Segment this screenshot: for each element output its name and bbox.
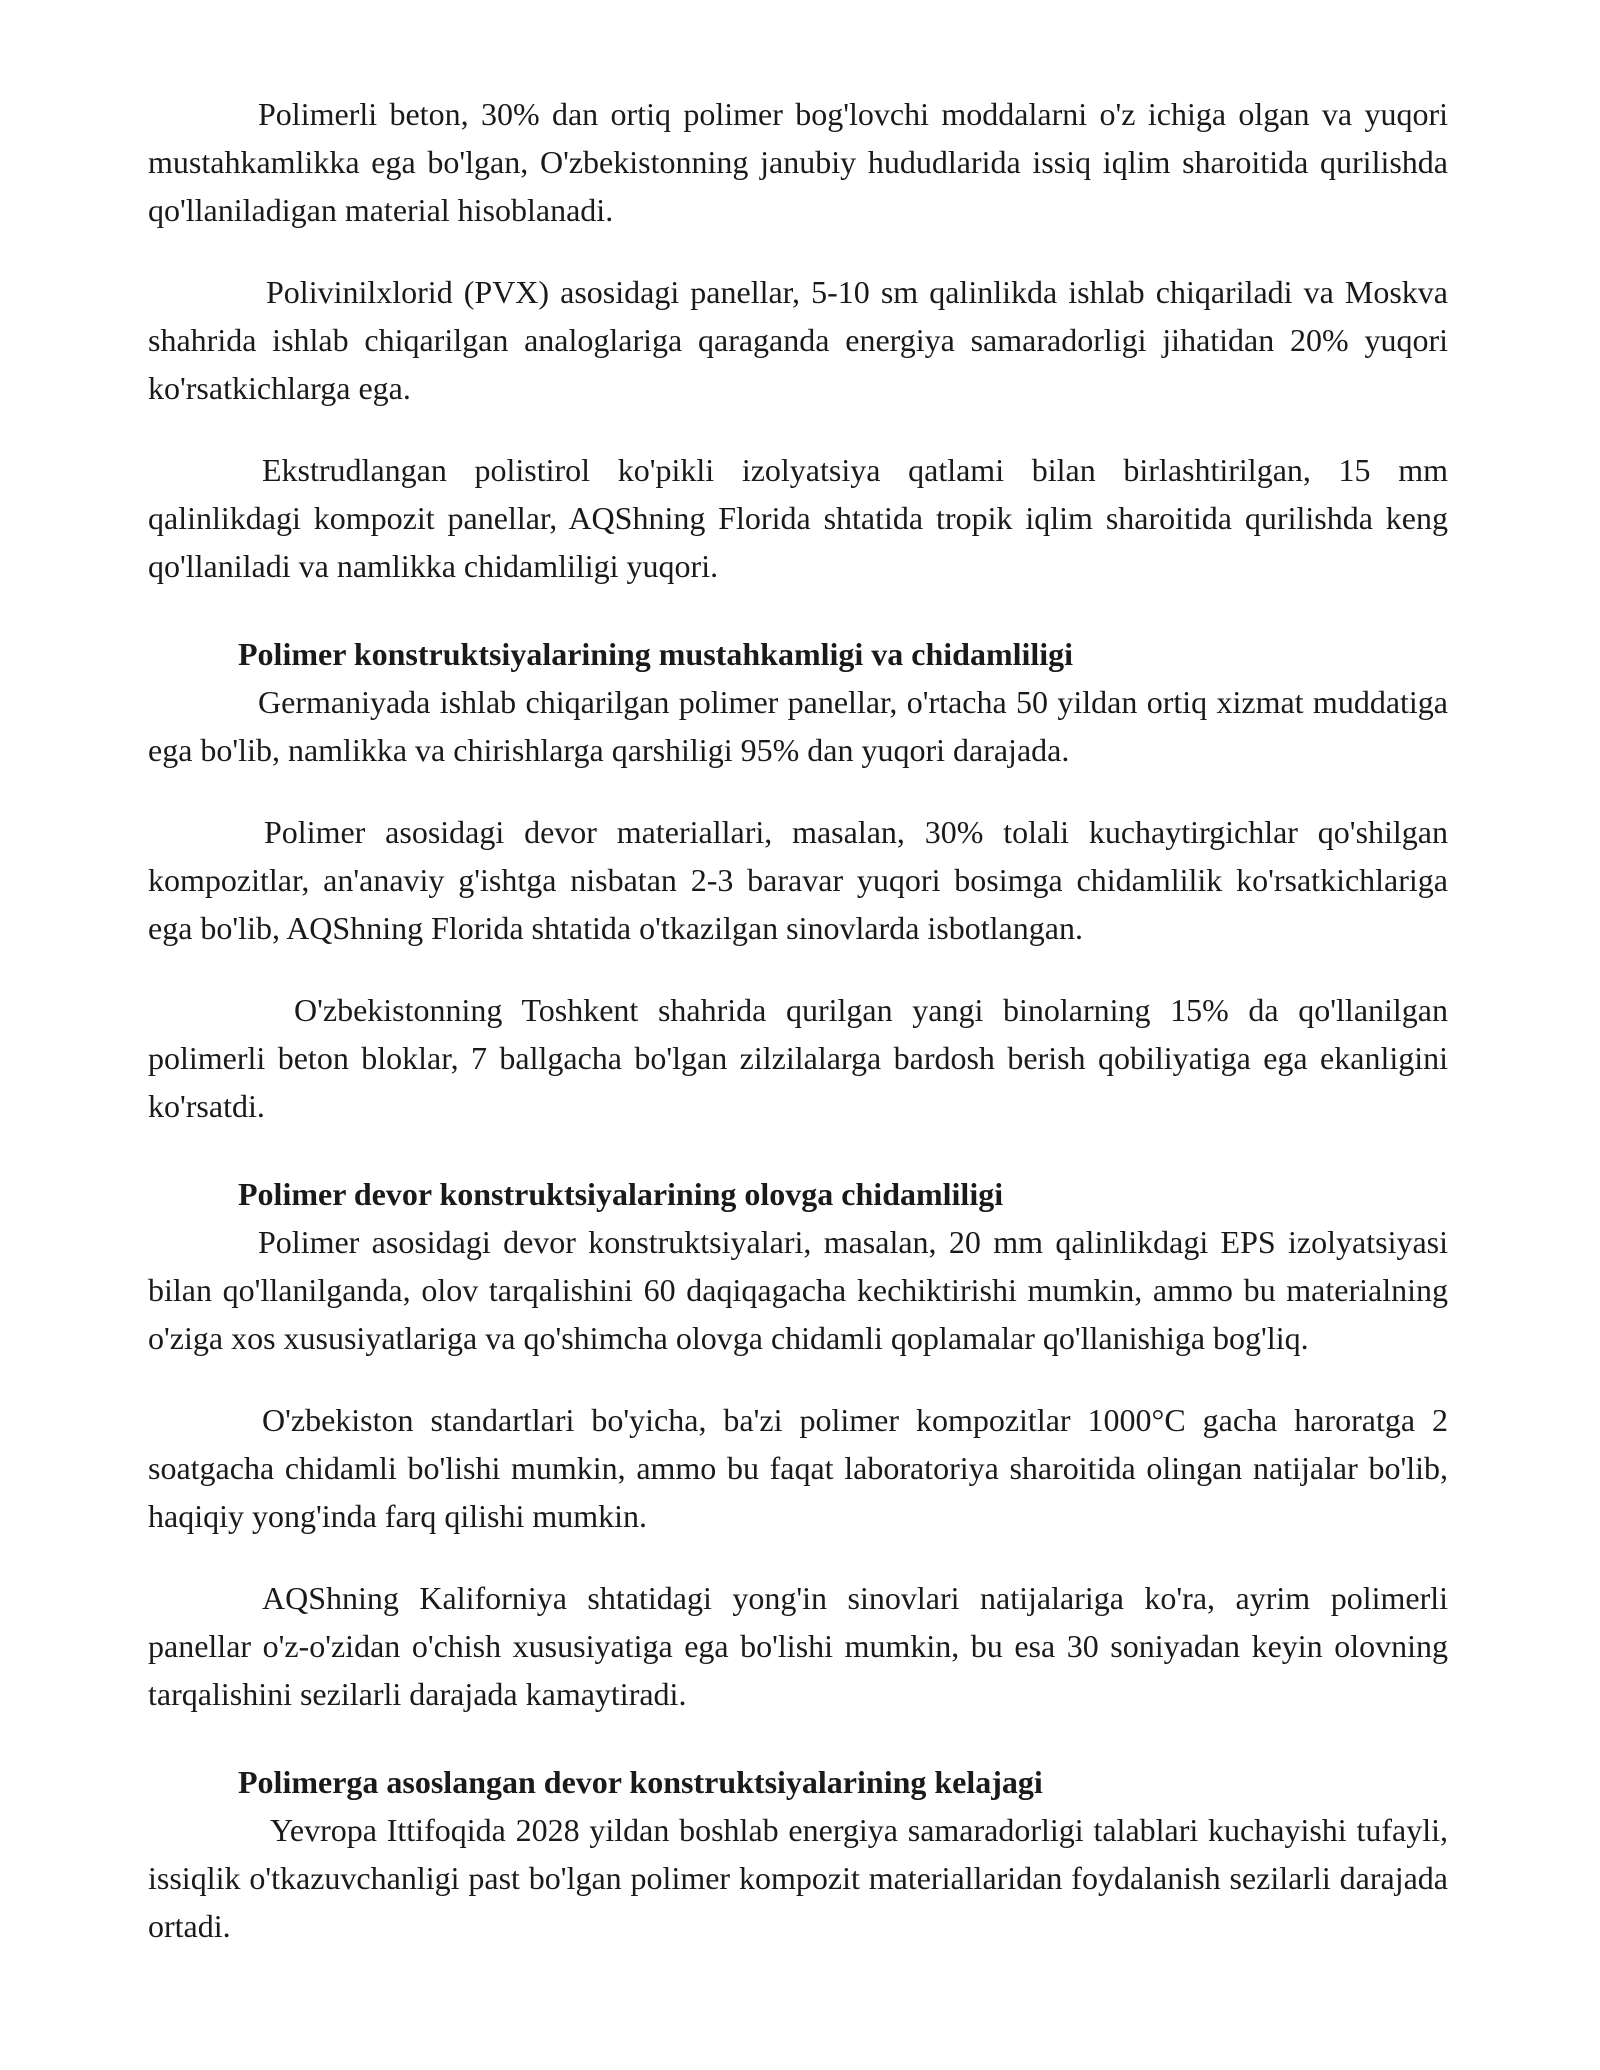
paragraph-composite-panels: Ekstrudlangan polistirol ko'pikli izolyatsiya qatlami bilan birlashtirilgan, 15 mm qalinlikdagi kompozit panellar, AQShning Florida shtatida tropik iqlim sharoitida qurilishda keng qo'llaniladi va namlikka chidamliligi yuqori. bbox=[148, 452, 1448, 584]
paragraph-california-tests: AQShning Kaliforniya shtatidagi yong'in sinovlari natijalariga ko'ra, ayrim polimerli panellar o'z-o'zidan o'chish xususiyatiga ega bo'lishi mumkin, bu esa 30 soniyadan keyin olovning tarqalishini sezilarli darajada kamaytiradi. bbox=[148, 1580, 1448, 1712]
paragraph-wall-materials: Polimer asosidagi devor materiallari, masalan, 30% tolali kuchaytirgichlar qo'shilgan kompozitlar, an'anaviy g'ishtga nisbatan 2-3 baravar yuqori bosimga chidamlilik ko'rsatkichlariga ega bo'lib, AQShning Florida shtatida o'tkazilgan sinovlarda isbotlangan. bbox=[148, 814, 1448, 946]
section-heading-fire-resistance: Polimer devor konstruktsiyalarining olovga chidamliligi bbox=[238, 1176, 1004, 1212]
document-page bbox=[148, 90, 1448, 1950]
paragraph-uzbek-standards: O'zbekiston standartlari bo'yicha, ba'zi polimer kompozitlar 1000°C gacha haroratga 2 soatgacha chidamli bo'lishi mumkin, ammo bu faqat laboratoriya sharoitida olingan natijalar bo'lib, haqiqiy yong'inda farq qilishi mumkin. bbox=[148, 1402, 1448, 1534]
paragraph-tashkent-blocks: O'zbekistonning Toshkent shahrida qurilgan yangi binolarning 15% da qo'llanilgan polimerli beton bloklar, 7 ballgacha bo'lgan zilzilalarga bardosh berish qobiliyatiga ega ekanligini ko'rsatdi. bbox=[148, 992, 1448, 1124]
paragraph-polymer-concrete: Polimerli beton, 30% dan ortiq polimer bog'lovchi moddalarni o'z ichiga olgan va yuqori mustahkamlikka ega bo'lgan, O'zbekistonning janubiy hududlarida issiq iqlim sharoitida qurilishda qo'llaniladigan material hisoblanadi. bbox=[148, 96, 1448, 228]
paragraph-eu-requirements: Yevropa Ittifoqida 2028 yildan boshlab energiya samaradorligi talablari kuchayishi tufayli, issiqlik o'tkazuvchanligi past bo'lgan polimer kompozit materiallaridan foydalanish sezilarli darajada ortadi. bbox=[148, 1812, 1448, 1944]
section-heading-future: Polimerga asoslangan devor konstruktsiyalarining kelajagi bbox=[238, 1764, 1043, 1800]
paragraph-pvc-panels: Polivinilxlorid (PVX) asosidagi panellar, 5-10 sm qalinlikda ishlab chiqariladi va Moskva shahrida ishlab chiqarilgan analoglariga qaraganda energiya samaradorligi jihatidan 20% yuqori ko'rsatkichlarga ega. bbox=[148, 274, 1448, 406]
section-heading-strength: Polimer konstruktsiyalarining mustahkamligi va chidamliligi bbox=[238, 636, 1074, 672]
paragraph-germany-panels: Germaniyada ishlab chiqarilgan polimer panellar, o'rtacha 50 yildan ortiq xizmat muddatiga ega bo'lib, namlikka va chirishlarga qarshiligi 95% dan yuqori darajada. bbox=[148, 684, 1448, 768]
paragraph-eps-insulation: Polimer asosidagi devor konstruktsiyalari, masalan, 20 mm qalinlikdagi EPS izolyatsiyasi bilan qo'llanilganda, olov tarqalishini 60 daqiqagacha kechiktirishi mumkin, ammo bu materialning o'ziga xos xususiyatlariga va qo'shimcha olovga chidamli qoplamalar qo'llanishiga bog'liq. bbox=[148, 1224, 1448, 1356]
